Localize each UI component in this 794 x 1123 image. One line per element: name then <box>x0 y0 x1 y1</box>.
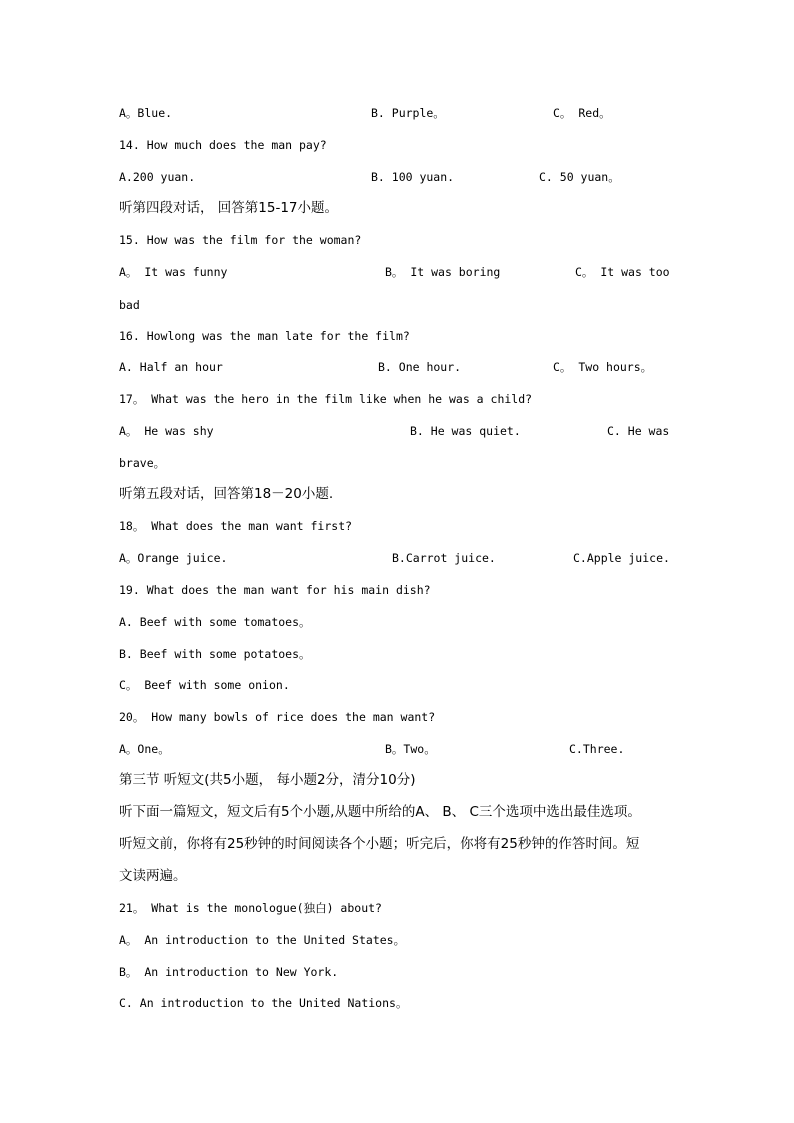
question-text: B. Beef with some potatoes。 <box>119 647 311 661</box>
question-text: 21。 What is the monologue(独白) about? <box>119 901 382 915</box>
answer-option: A. Half an hour <box>119 360 223 374</box>
question-text: C。 Beef with some onion. <box>119 678 290 692</box>
answer-option: A。Orange juice. <box>119 551 228 565</box>
answer-option: C.Apple juice. <box>573 551 670 565</box>
answer-option: B. He was quiet. <box>410 424 521 438</box>
instruction-text: 听第四段对话， 回答第15-17小题。 <box>119 200 339 216</box>
question-text: 14. How much does the man pay? <box>119 138 327 152</box>
question-text: 20。 How many bowls of rice does the man want? <box>119 710 436 724</box>
answer-option: B. Purple。 <box>371 106 445 120</box>
instruction-text: 听下面一篇短文，短文后有5个小题,从题中所给的A、 B、 C三个选项中选出最佳选项。 <box>119 804 641 820</box>
question-text: 19. What does the man want for his main dish? <box>119 583 431 597</box>
answer-option: C。 Red。 <box>553 106 611 120</box>
answer-option: B。Two。 <box>385 742 436 756</box>
answer-option: A。One。 <box>119 742 170 756</box>
answer-option: B.Carrot juice. <box>392 551 496 565</box>
answer-option: C。 Two hours。 <box>553 360 653 374</box>
question-text: 17。 What was the hero in the film like when he was a child? <box>119 392 533 406</box>
question-text: 15. How was the film for the woman? <box>119 233 362 247</box>
answer-option: A.200 yuan. <box>119 170 196 184</box>
answer-option: C。 It was too <box>575 265 670 279</box>
answer-option: B。 It was boring <box>385 265 501 279</box>
instruction-text: 听第五段对话，回答第18－20小题. <box>119 486 334 502</box>
answer-option: C. He was <box>607 424 670 438</box>
question-text: 18。 What does the man want first? <box>119 519 353 533</box>
answer-option: A。 It was funny <box>119 265 228 279</box>
question-text: brave。 <box>119 456 166 470</box>
question-text: C. An introduction to the United Nations。 <box>119 996 408 1010</box>
answer-option: B. One hour. <box>378 360 462 374</box>
answer-option: B. 100 yuan. <box>371 170 455 184</box>
question-text: A. Beef with some tomatoes。 <box>119 615 311 629</box>
question-text: 16. Howlong was the man late for the film? <box>119 329 410 343</box>
question-text: bad <box>119 298 140 312</box>
answer-option: A。Blue. <box>119 106 173 120</box>
answer-option: C.Three. <box>569 742 625 756</box>
question-text: A。 An introduction to the United States。 <box>119 933 406 947</box>
instruction-text: 文读两遍。 <box>119 868 187 884</box>
instruction-text: 第三节 听短文(共5小题， 每小题2分，清分10分) <box>119 772 416 788</box>
answer-option: A。 He was shy <box>119 424 214 438</box>
answer-option: C. 50 yuan。 <box>539 170 620 184</box>
instruction-text: 听短文前，你将有25秒钟的时间阅读各个小题；听完后，你将有25秒钟的作答时间。短 <box>119 836 640 852</box>
question-text: B。 An introduction to New York. <box>119 965 339 979</box>
